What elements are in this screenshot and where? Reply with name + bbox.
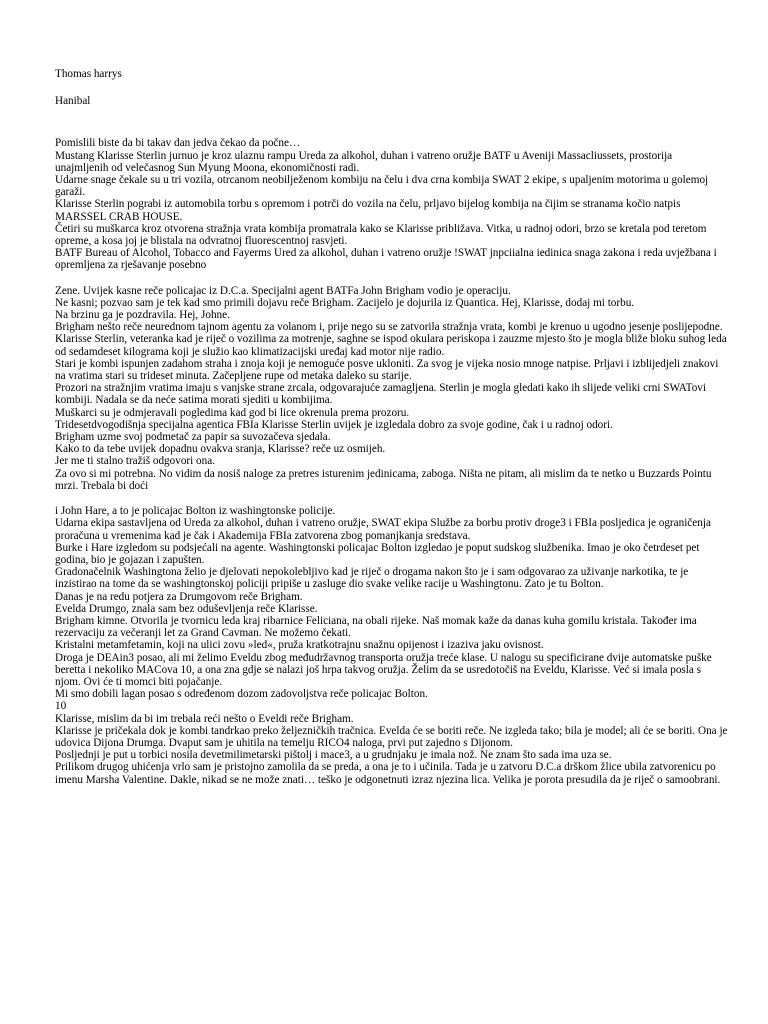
text-block-3 bbox=[55, 505, 728, 786]
paragraph: Klarisse, mislim da bi im trebala reći nešto o Eveldi reče Brigham. bbox=[55, 712, 354, 725]
paragraph: Gradonačelnik Washingtona želio je djelovati nepokolebljivo kad je riječ o drogama nakon što je i sam odgovarao za uživanje narkotika, te je inzistirao na tome da se washingtonskoj policiji pripiše u zasluge dio svake velike racije u Washingtonu. Zato je tu Bolton. bbox=[55, 566, 689, 591]
author-name: Thomas harrys bbox=[55, 68, 122, 80]
paragraph: Kako to da tebe uvijek dopadnu ovakva sranja, Klarisse? reče uz osmijeh. bbox=[55, 443, 386, 456]
paragraph: Klarisse je pričekala dok je kombi tandrkao preko željezničkih tračnica. Evelda će se boriti reče. Ne izgleda tako; bila je model; ali će se boriti. Ona je udovica Dijona Drumga. Dvaput sam je uhitila na temelju RICO4 naloga, prvi put zajedno s Dijonom. bbox=[55, 724, 728, 749]
paragraph: Brigham uzme svoj podmetač za papir sa suvozačeva sjedala. bbox=[55, 431, 331, 444]
footnote-paragraph: BATF Bureau of Alcohol, Tobacco and Fayerms Ured za alkohol, duhan i vatreno oružje !SWAT jnpciialna iedinica snaga zakona i reda uvježbana i opremljena za rješavanje posebno bbox=[55, 247, 717, 272]
paragraph: Posljednji je put u torbici nosila devetmilimetarski pištolj i mace3, a u grudnjaku je imala nož. Ne znam što sada ima uza se. bbox=[55, 749, 612, 762]
text-block-2 bbox=[55, 285, 728, 492]
paragraph: Pomislili biste da bi takav dan jedva čekao da počne… bbox=[55, 137, 301, 150]
paragraph: Danas je na redu potjera za Drumgovom reče Brigham. bbox=[55, 590, 303, 603]
paragraph: Brigham nešto reče neurednom tajnom agentu za volanom i, prije nego su se zatvorila stražnja vrata, kombi je krenuo u ugodno jesenje poslijepodne. bbox=[55, 321, 723, 334]
paragraph: Brigham kimne. Otvorila je tvornicu leda kraj ribarnice Feliciana, na obali rijeke. Naš momak kaže da danas kuha gomilu kristala. Također ima rezervaciju za večeranji let za Grand Cavman. Ne možemo čekati. bbox=[55, 614, 697, 640]
paragraph: Evelda Drumgo, znala sam bez oduševljenja reče Klarisse. bbox=[55, 602, 318, 615]
paragraph: Zene. Uvijek kasne reče policajac iz D.C.a. Specijalni agent BATFa John Brigham vodio je operaciju. bbox=[55, 284, 511, 297]
paragraph: Tridesetdvogodišnja specijalna agentica FBIa Klarisse Sterlin uvijek je izgledala dobro za svoje godine, čak i u radnoj odori. bbox=[55, 418, 613, 431]
paragraph: i John Hare, a to je policajac Bolton iz washingtonske policije. bbox=[55, 505, 336, 518]
paragraph: Prozori na stražnjim vratima imaju s vanjske strane zrcala, odgovarajuće zamagljena. Sterlin je mogla gledati kako ih slijede veliki crni SWATovi kombiji. Nadala se da neće satima morati sjediti u kombijima. bbox=[55, 382, 706, 407]
paragraph: Klarisse Sterlin pograbi iz automobila torbu s opremom i potrči do vozila na čelu, prljavo bijelog kombija na čijim se stranama kočio natpis MARSSEL CRAB HOUSE. bbox=[55, 198, 681, 223]
paragraph: Udarne snage čekale su u tri vozila, otrcanom neobilježenom kombiju na čelu i dva crna kombija SWAT 2 ekipe, s upaljenim motorima u golemoj garaži. bbox=[55, 174, 709, 199]
paragraph: Mustang Klarisse Sterlin jurnuo je kroz ulaznu rampu Ureda za alkohol, duhan i vatreno oružje BATF u Aveniji Massacliussets, prostorija unajmljenih od velečasnog Sun Myung Moona, ekonomičnosti radi. bbox=[55, 149, 673, 174]
paragraph: Ne kasni; pozvao sam je tek kad smo primili dojavu reče Brigham. Zacijelo je dojurila iz Quantica. Hej, Klarisse, dodaj mi torbu. bbox=[55, 296, 635, 309]
paragraph: Kristalni metamfetamin, koji na ulici zovu »led«, pruža kratkotrajnu snažnu opijenost i izaziva jaku ovisnost. bbox=[55, 639, 544, 652]
paragraph: Stari je kombi ispunjen zadahom straha i znoja koji je nemoguće posve ukloniti. Za svog je vijeka nosio mnoge natpise. Prljavi i izblijedjeli znakovi na vratima stari su trideset minuta. Začepljene rupe od metaka daleko su starije. bbox=[55, 357, 719, 383]
paragraph: Četiri su muškarca kroz otvorena stražnja vrata kombija promatrala kako se Klarisse približava. Vitka, u radnoj odori, brzo se kretala pod teretom opreme, a kosa joj je blistala na odvratnoj fluorescentnoj rasvjeti. bbox=[55, 222, 707, 248]
text-block-1 bbox=[55, 137, 728, 271]
paragraph: Burke i Hare izgledom su podsjećali na agente. Washingtonski policajac Bolton izgledao je poput sudskog službenika. Imao je oko četrdeset pet godina, bio je gojazan i zapušten. bbox=[55, 541, 700, 566]
paragraph: Muškarci su je odmjeravali pogledima kad god bi lice okrenula prema prozoru. bbox=[55, 406, 410, 419]
page-number: 10 bbox=[55, 700, 67, 713]
paragraph: Jer me ti stalno tražiš odgovori ona. bbox=[55, 455, 216, 468]
book-title: Hanibal bbox=[55, 95, 91, 108]
paragraph: Klarisse Sterlin, veteranka kad je riječ o vozilima za motrenje, saghne se ispod okulara periskopa i zauzme mjesto što je mogla bliže bloku suhog leda od sedamdeset kilograma koji je služio kao klimatizacijski uređaj kad motor nije radio. bbox=[55, 333, 727, 358]
paragraph: Prilikom drugog uhićenja vrlo sam je pristojno zamolila da se preda, a ona je to i učinila. Tada je u zatvoru D.C.a drškom žlice ubila zatvorenicu po imenu Marsha Valentine. Dakle, nikad se ne može znati… teško je odgonetnuti izraz njezina lica. Velika je porota presudila da je riječ o samoobrani. bbox=[55, 761, 721, 786]
paragraph: Za ovo si mi potrebna. No vidim da nosiš naloge za pretres isturenim jedinicama, zaboga. Ništa ne pitam, ali mislim da te netko u Buzzards Pointu mrzi. Trebala bi doći bbox=[55, 467, 712, 492]
paragraph: Na brzinu ga je pozdravila. Hej, Johne. bbox=[55, 309, 230, 322]
paragraph: Droga je DEAin3 posao, ali mi želimo Eveldu zbog međudržavnog transporta oružja treće klase. U nalogu su specificirane dvije automatske puške beretta i nekoliko MACova 10, a ona zna gdje se nalazi još hrpa takvog oružja. Želim da se usredotočiš na Eveldu, Klarisse. Već si imala posla s njom. Ovi će ti momci biti pojačanje. bbox=[55, 651, 712, 688]
paragraph: Udarna ekipa sastavljena od Ureda za alkohol, duhan i vatreno oružje, SWAT ekipa Službe za borbu protiv droge3 i FBIa posljedica je ograničenja proračuna u vremenima kad je čak i Akademija FBIa zatvorena zbog pomanjkanja sredstava. bbox=[55, 517, 711, 542]
paragraph: Mi smo dobili lagan posao s određenom dozom zadovoljstva reče policajac Bolton. bbox=[55, 688, 428, 701]
